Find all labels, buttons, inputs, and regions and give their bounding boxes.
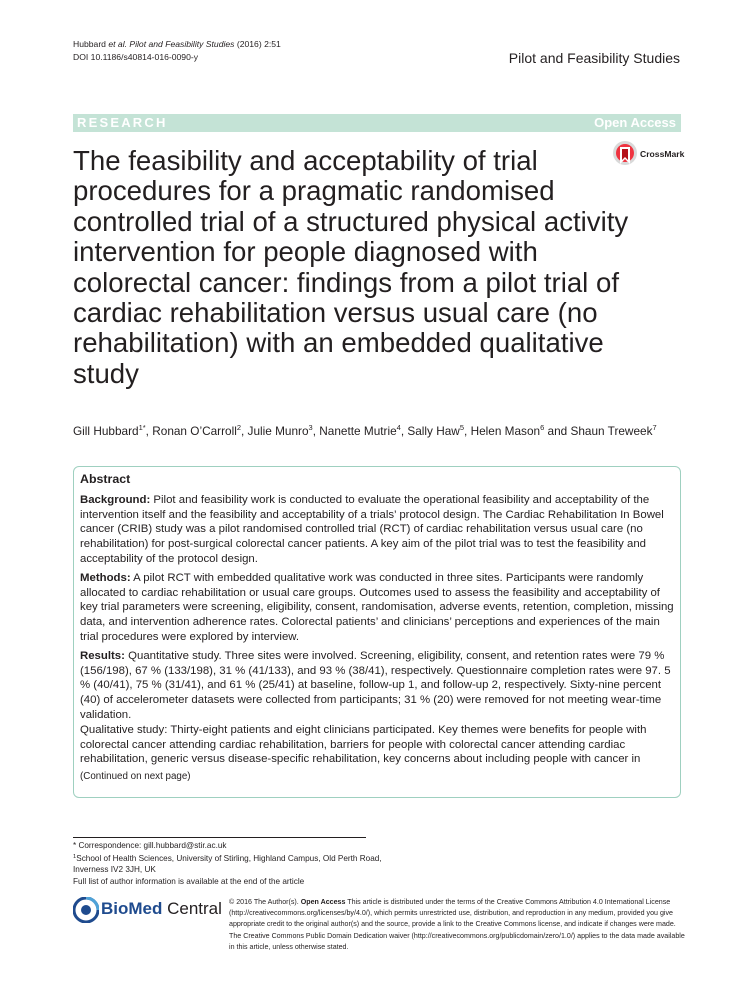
author-affiliation-sup: 7 [652,423,657,432]
affiliation-text: School of Health Sciences, University of Stirling, Highland Campus, Old Perth Road, Inverness IV2 3JH, UK [73,853,382,875]
author-separator: , [240,424,248,438]
article-type-band [73,114,681,132]
author-affiliation-sup: 6 [540,423,545,432]
publisher-name-regular: Central [162,899,222,918]
abstract-methods [80,571,680,645]
author-affiliation-sup: 5 [459,423,464,432]
journal-name: Pilot and Feasibility Studies [508,50,680,66]
footnotes [73,840,393,888]
license-statement [229,897,689,953]
publisher-name [101,899,222,919]
background-text: Pilot and feasibility work is conducted to evaluate the operational feasibility and acceptability of the intervention itself and the feasibility and acceptability of a trials’ protocol design. The Cardiac Rehabilitation In Bowel cancer (CRIB) study was a pilot randomised controlled trial (RCT) of cardiac rehabilitation versus usual care (no rehabilitation) for post-surgical colorectal cancer patients. A key aim of the pilot trial was to test the feasibility and acceptability of the protocol design. [80,493,664,565]
abstract [80,472,680,789]
results-label: Results: [80,649,125,662]
author-name: Gill Hubbard [73,424,139,438]
author-separator: , [464,424,471,438]
author-name: Nanette Mutrie [319,424,397,438]
author-name: Helen Mason [470,424,541,438]
continued-note: (Continued on next page) [80,771,191,783]
methods-label: Methods: [80,571,131,584]
author-separator: , [145,424,153,438]
author-affiliation-sup: 2 [236,423,241,432]
results-text: Quantitative study. Three sites were involved. Screening, eligibility, consent, and retention rates were 79 % (156/198), 67 % (133/198), 31 % (41/133), and 93 % (38/41), respectively. Questionnaire completion rates were 97. 5 % (40/41), 75 % (31/41), and 61 % (25/41) at baseline, follow-up 1, and follow-up 2, respectively. Sixty-nine percent (40) of accelerometer datasets were collected from participants; 31 % (20) were removed for not meeting wear-time validation. [80,649,671,721]
biomed-central-logo-icon [73,897,99,923]
citation-authors: Hubbard [73,39,109,49]
author-name: Shaun Treweek [570,424,653,438]
affiliation-note [73,852,393,876]
abstract-heading: Abstract [80,472,131,486]
citation-volume: (2016) 2:51 [234,39,281,49]
background-label: Background: [80,493,151,506]
article-type-label: RESEARCH [77,115,168,130]
author-info-note: Full list of author information is available at the end of the article [73,877,305,887]
citation-journal: et al. Pilot and Feasibility Studies [108,39,235,49]
abstract-qualitative: Qualitative study: Thirty-eight patients and eight clinicians participated. Key themes were benefits for people with colorectal cancer attending cardiac rehabilitation, barriers for people with colorectal cancer attending cardiac rehabilitation, generic versus disease-specific rehabilitation, key concerns about including people with cancer in [80,723,647,766]
running-header [73,38,281,64]
author-list [73,423,693,438]
author-name: Ronan O’Carroll [152,424,237,438]
author-separator: , [312,424,320,438]
citation-line [73,38,281,51]
methods-text: A pilot RCT with embedded qualitative work was conducted in three sites. Participants were randomly allocated to cardiac rehabilitation or usual care groups. Outcomes used to assess the feasibility and acceptability of key trial parameters were screening, eligibility, consent, randomisation, adverse events, retention, completion, missing data, and intervention adherence rates. Colorectal patients’ and clinicians’ perceptions and experiences of the main trial procedures were explored by interview. [80,571,674,643]
open-access-label: Open Access [594,115,676,130]
author-affiliation-sup: 1* [138,423,146,432]
copyright-text: © 2016 The Author(s). [229,898,301,906]
author-name: Julie Munro [247,424,309,438]
correspondence-note: * Correspondence: gill.hubbard@stir.ac.uk [73,841,227,850]
author-separator: , [400,424,408,438]
footnote-divider [73,837,366,838]
publisher-name-bold: BioMed [101,899,163,918]
author-affiliation-sup: 4 [396,423,401,432]
crossmark-label: CrossMark [640,149,685,159]
license-text: This article is distributed under the terms of the Creative Commons Attribution 4.0 International License (http://creativecommons.org/licenses/by/4.0/), which permits unrestricted use, distribution, and reproduction in any medium, provided you give appropriate credit to the original author(s) and the source, provide a link to the Creative Commons license, and indicate if changes were made. The Creative Commons Public Domain Dedication waiver (http://creativecommons.org/publicdomain/zero/1.0/) applies to the data made available in this article, unless otherwise stated. [229,898,685,951]
affiliation-sup: 1 [73,853,77,860]
article-title: The feasibility and acceptability of trial procedures for a pragmatic randomised controlled trial of a structured physical activity intervention for people diagnosed with colorectal cancer: findings from a pilot trial of cardiac rehabilitation versus usual care (no rehabilitation) with an embedded qualitative study [73,145,629,389]
author-affiliation-sup: 3 [308,423,313,432]
author-name: Sally Haw [407,424,460,438]
abstract-results [80,649,680,723]
publisher-logo[interactable] [73,895,223,931]
abstract-background [80,493,680,567]
doi[interactable]: DOI 10.1186/s40814-016-0090-y [73,52,199,62]
open-access-label-license: Open Access [300,898,346,906]
author-separator: and [544,424,571,438]
